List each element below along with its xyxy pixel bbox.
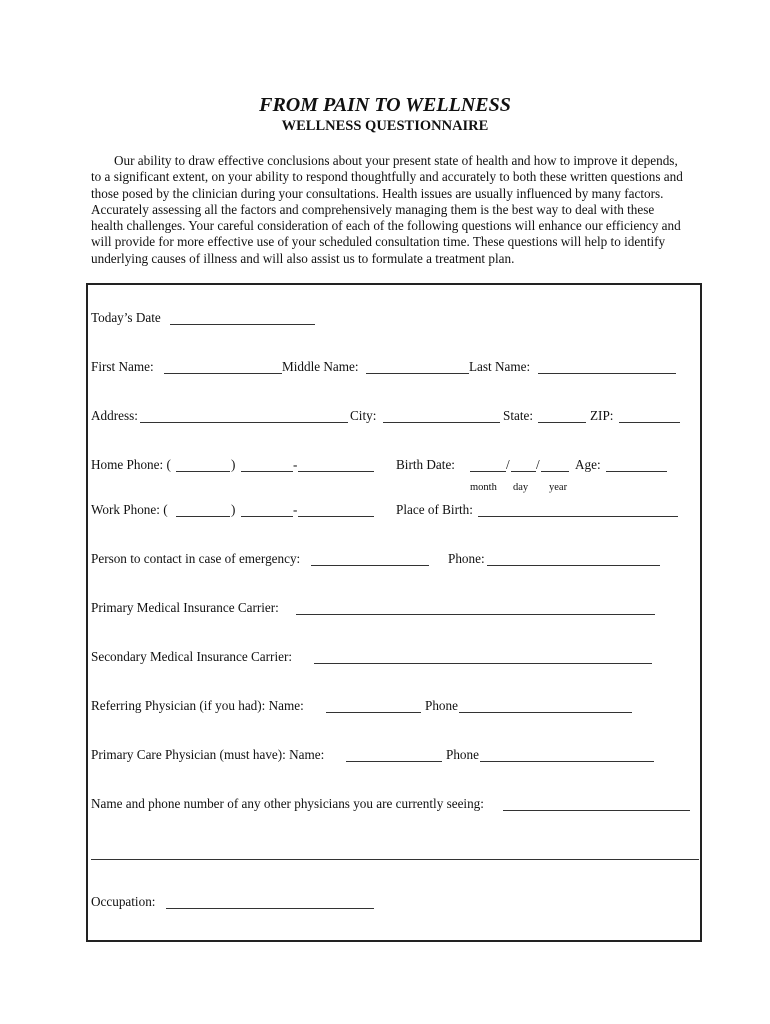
home-phone-dash: -	[293, 457, 298, 472]
state-label: State:	[503, 408, 534, 423]
referring-phone-field[interactable]	[459, 712, 632, 713]
todays-date-label: Today’s Date	[91, 310, 161, 325]
primary-care-phone-field[interactable]	[480, 761, 654, 762]
emergency-phone-label: Phone:	[448, 551, 485, 566]
place-of-birth-field[interactable]	[478, 516, 678, 517]
primary-care-name-field[interactable]	[346, 761, 442, 762]
home-phone-area-field[interactable]	[176, 471, 230, 472]
other-physicians-label: Name and phone number of any other physicians you are currently seeing:	[91, 796, 484, 811]
emergency-contact-field[interactable]	[311, 565, 429, 566]
age-field[interactable]	[606, 471, 667, 472]
age-label: Age:	[575, 457, 601, 472]
state-field[interactable]	[538, 422, 586, 423]
intro-line: to a significant extent, on your ability to respond thoughtfully and accurately to both these written questions and	[91, 169, 683, 185]
middle-name-label: Middle Name:	[282, 359, 359, 374]
page-subtitle: WELLNESS QUESTIONNAIRE	[281, 118, 489, 134]
work-phone-dash: -	[293, 502, 298, 517]
emergency-phone-field[interactable]	[487, 565, 660, 566]
city-field[interactable]	[383, 422, 500, 423]
day-caption: day	[513, 482, 529, 493]
birth-date-slash: /	[536, 457, 540, 472]
primary-insurance-field[interactable]	[296, 614, 655, 615]
referring-phone-label: Phone	[425, 698, 458, 713]
primary-care-label: Primary Care Physician (must have): Name:	[91, 747, 325, 762]
work-phone-label: Work Phone: (	[91, 502, 168, 517]
last-name-label: Last Name:	[469, 359, 531, 374]
birth-day-field[interactable]	[511, 471, 536, 472]
secondary-insurance-field[interactable]	[314, 663, 652, 664]
month-caption: month	[470, 482, 497, 493]
intro-line: will provide for more effective use of your scheduled consultation time. These questions will help to identify	[91, 234, 666, 250]
other-physicians-field[interactable]	[503, 810, 690, 811]
birth-date-slash: /	[506, 457, 510, 472]
first-name-field[interactable]	[164, 373, 282, 374]
intro-line: Accurately assessing all the factors and comprehensively managing them is the best way to deal with these	[91, 201, 655, 217]
page-title: FROM PAIN TO WELLNESS	[259, 94, 511, 116]
address-field[interactable]	[140, 422, 348, 423]
address-label: Address:	[91, 408, 138, 423]
intro-paragraph	[91, 153, 715, 267]
home-phone-prefix-field[interactable]	[241, 471, 293, 472]
work-phone-paren: )	[231, 502, 236, 517]
intro-line: underlying causes of illness and will also assist us to formulate a treatment plan.	[91, 250, 515, 266]
middle-name-field[interactable]	[366, 373, 469, 374]
intro-line: Our ability to draw effective conclusions about your present state of health and how to improve it depends,	[114, 153, 678, 168]
emergency-contact-label: Person to contact in case of emergency:	[91, 551, 301, 566]
zip-label: ZIP:	[590, 408, 614, 423]
work-phone-area-field[interactable]	[176, 516, 230, 517]
city-label: City:	[350, 408, 377, 423]
occupation-label: Occupation:	[91, 894, 156, 909]
zip-field[interactable]	[619, 422, 680, 423]
work-phone-prefix-field[interactable]	[241, 516, 293, 517]
todays-date-field[interactable]	[170, 324, 315, 325]
primary-insurance-label: Primary Medical Insurance Carrier:	[91, 600, 279, 615]
first-name-label: First Name:	[91, 359, 154, 374]
place-of-birth-label: Place of Birth:	[396, 502, 473, 517]
home-phone-label: Home Phone: (	[91, 457, 171, 472]
intro-line: health challenges. Your careful consideration of each of the following questions will enhance our efficiency and	[91, 218, 681, 234]
secondary-insurance-label: Secondary Medical Insurance Carrier:	[91, 649, 293, 664]
occupation-field[interactable]	[166, 908, 374, 909]
intro-line: those posed by the clinician during your consultations. Health issues are usually influenced by many factors.	[91, 185, 664, 201]
home-phone-paren: )	[231, 457, 236, 472]
referring-physician-name-field[interactable]	[326, 712, 421, 713]
year-caption: year	[549, 482, 568, 493]
birth-year-field[interactable]	[541, 471, 569, 472]
birth-month-field[interactable]	[470, 471, 506, 472]
work-phone-number-field[interactable]	[298, 516, 374, 517]
referring-physician-label: Referring Physician (if you had): Name:	[91, 698, 304, 713]
last-name-field[interactable]	[538, 373, 676, 374]
other-physicians-field-line-2[interactable]	[91, 859, 699, 860]
primary-care-phone-label: Phone	[446, 747, 479, 762]
home-phone-number-field[interactable]	[298, 471, 374, 472]
birth-date-label: Birth Date:	[396, 457, 455, 472]
